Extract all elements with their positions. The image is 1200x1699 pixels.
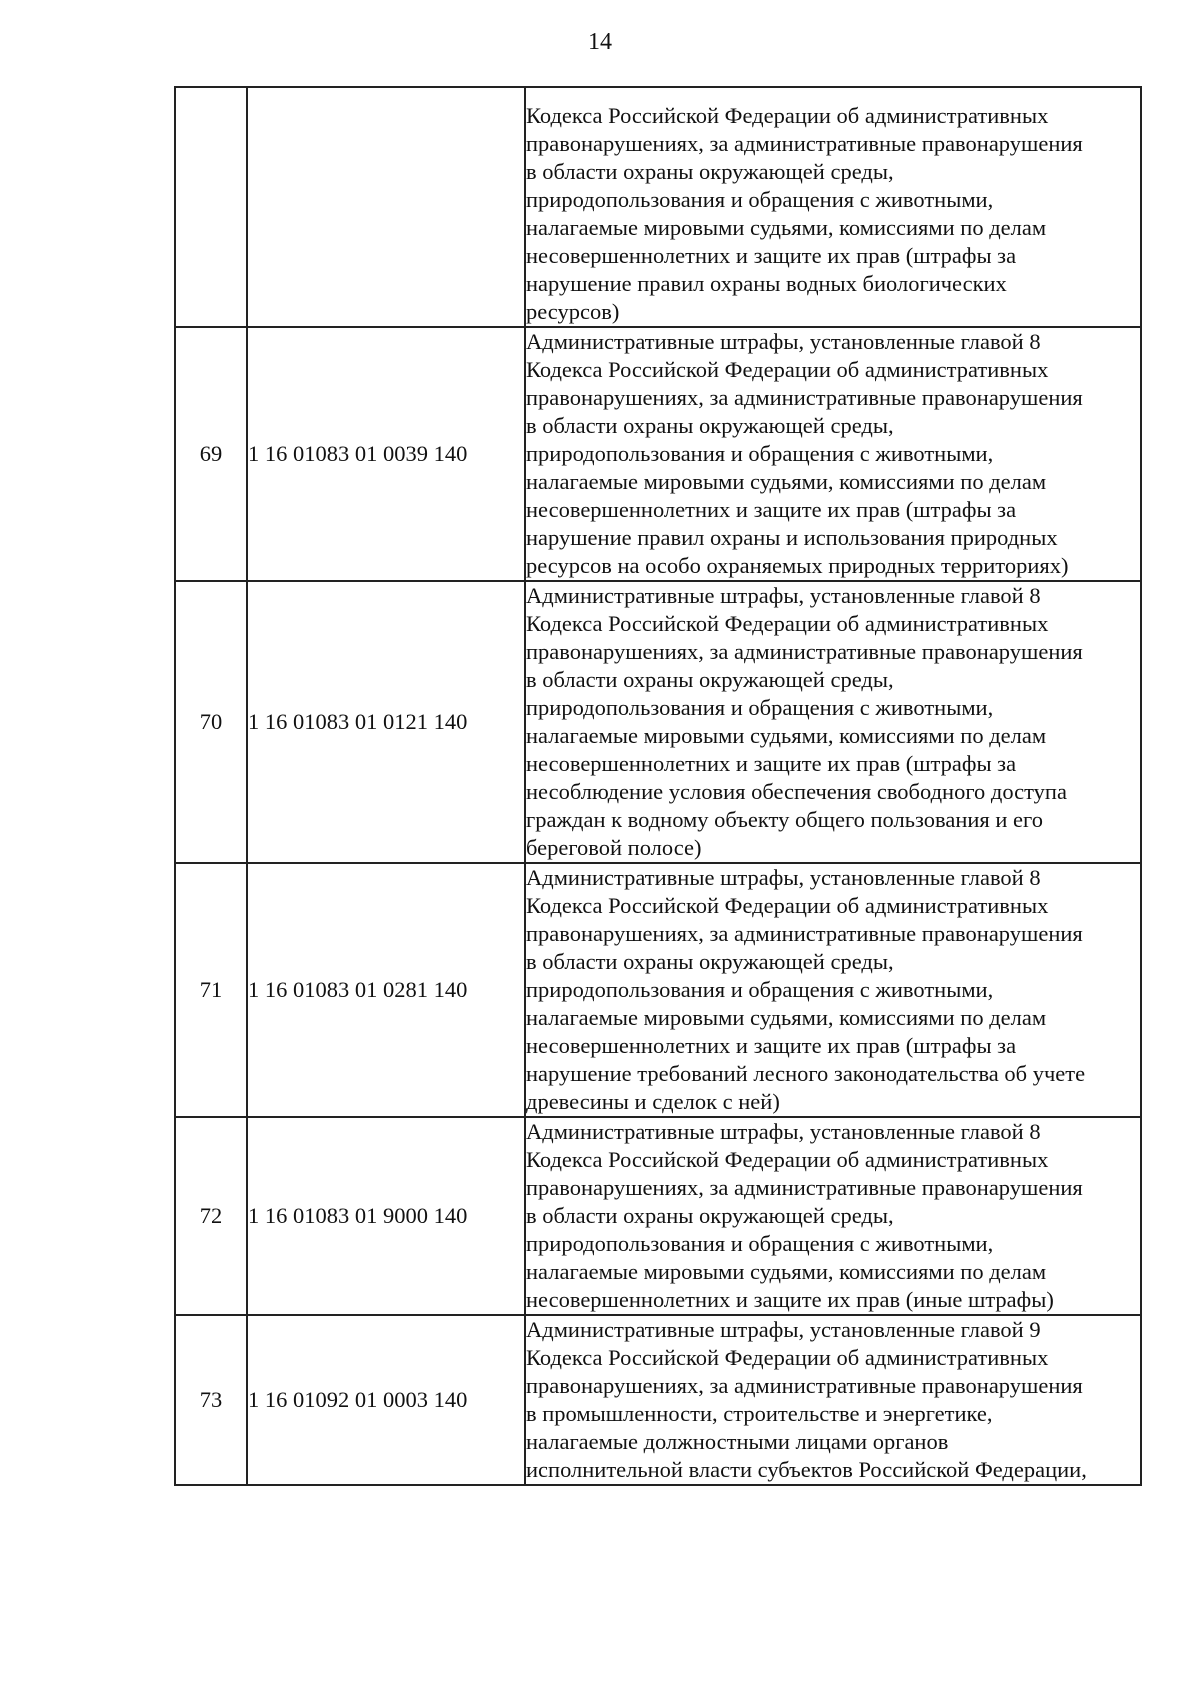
- budget-code-cell: 1 16 01083 01 0039 140: [247, 327, 525, 581]
- description-line: Административные штрафы, установленные главой 9: [526, 1317, 1041, 1342]
- budget-code-cell: 1 16 01083 01 0121 140: [247, 581, 525, 863]
- table-row: [175, 1117, 1141, 1315]
- description-line: природопользования и обращения с животными,: [526, 187, 994, 212]
- description-line: Кодекса Российской Федерации об административных: [526, 611, 1049, 636]
- row-number-cell: 72: [175, 1117, 247, 1315]
- description-line: несовершеннолетних и защите их прав (штрафы за: [526, 243, 1017, 268]
- budget-code-cell: 1 16 01083 01 9000 140: [247, 1117, 525, 1315]
- description-line: несоблюдение условия обеспечения свободного доступа: [526, 779, 1067, 804]
- table-row: [175, 863, 1141, 1117]
- description-line: в области охраны окружающей среды,: [526, 413, 894, 438]
- budget-code-cell: [247, 87, 525, 327]
- description-line: природопользования и обращения с животными,: [526, 1231, 994, 1256]
- description-cell: [525, 87, 1141, 327]
- description-line: в промышленности, строительстве и энергетике,: [526, 1401, 993, 1426]
- row-number-cell: [175, 87, 247, 327]
- description-line: нарушение требований лесного законодательства об учете: [526, 1061, 1086, 1086]
- description-line: ресурсов на особо охраняемых природных территориях): [526, 553, 1069, 578]
- description-line: Кодекса Российской Федерации об административных: [526, 893, 1049, 918]
- description-line: Административные штрафы, установленные главой 8: [526, 329, 1041, 354]
- table-body: [175, 87, 1141, 1485]
- description-cell: [525, 327, 1141, 581]
- table-row: [175, 327, 1141, 581]
- description-cell: [525, 1117, 1141, 1315]
- row-number-cell: 73: [175, 1315, 247, 1485]
- description-cell: [525, 1315, 1141, 1485]
- budget-codes-table: [174, 86, 1142, 1486]
- row-number-cell: 69: [175, 327, 247, 581]
- description-line: природопользования и обращения с животными,: [526, 977, 994, 1002]
- description-line: налагаемые должностными лицами органов: [526, 1429, 949, 1454]
- description-line: несовершеннолетних и защите их прав (штрафы за: [526, 497, 1017, 522]
- description-line: правонарушениях, за административные правонарушения: [526, 639, 1083, 664]
- description-line: налагаемые мировыми судьями, комиссиями по делам: [526, 723, 1047, 748]
- description-line: граждан к водному объекту общего пользования и его: [526, 807, 1043, 832]
- description-line: правонарушениях, за административные правонарушения: [526, 131, 1083, 156]
- description-line: нарушение правил охраны и использования природных: [526, 525, 1058, 550]
- description-line: исполнительной власти субъектов Российской Федерации,: [526, 1457, 1087, 1482]
- row-number-cell: 70: [175, 581, 247, 863]
- description-cell: [525, 581, 1141, 863]
- description-line: в области охраны окружающей среды,: [526, 1203, 894, 1228]
- row-number-cell: 71: [175, 863, 247, 1117]
- description-line: в области охраны окружающей среды,: [526, 159, 894, 184]
- description-line: правонарушениях, за административные правонарушения: [526, 385, 1083, 410]
- description-line: Кодекса Российской Федерации об административных: [526, 1345, 1049, 1370]
- description-line: несовершеннолетних и защите их прав (иные штрафы): [526, 1287, 1054, 1312]
- description-line: налагаемые мировыми судьями, комиссиями по делам: [526, 215, 1047, 240]
- description-line: налагаемые мировыми судьями, комиссиями по делам: [526, 1259, 1047, 1284]
- description-line: береговой полосе): [526, 835, 702, 860]
- description-line: Кодекса Российской Федерации об административных: [526, 357, 1049, 382]
- description-line: правонарушениях, за административные правонарушения: [526, 1175, 1083, 1200]
- table-row: [175, 1315, 1141, 1485]
- description-line: налагаемые мировыми судьями, комиссиями по делам: [526, 469, 1047, 494]
- table-row-continuation: [175, 87, 1141, 327]
- description-line: Административные штрафы, установленные главой 8: [526, 1119, 1041, 1144]
- description-line: в области охраны окружающей среды,: [526, 667, 894, 692]
- page-number: 14: [588, 29, 612, 55]
- budget-code-cell: 1 16 01083 01 0281 140: [247, 863, 525, 1117]
- description-line: правонарушениях, за административные правонарушения: [526, 921, 1083, 946]
- description-line: Административные штрафы, установленные главой 8: [526, 583, 1041, 608]
- table-row: [175, 581, 1141, 863]
- description-line: ресурсов): [526, 299, 620, 324]
- description-cell: [525, 863, 1141, 1117]
- description-line: налагаемые мировыми судьями, комиссиями по делам: [526, 1005, 1047, 1030]
- description-line: Административные штрафы, установленные главой 8: [526, 865, 1041, 890]
- description-line: несовершеннолетних и защите их прав (штрафы за: [526, 751, 1017, 776]
- budget-code-cell: 1 16 01092 01 0003 140: [247, 1315, 525, 1485]
- description-line: природопользования и обращения с животными,: [526, 695, 994, 720]
- description-line: правонарушениях, за административные правонарушения: [526, 1373, 1083, 1398]
- description-line: несовершеннолетних и защите их прав (штрафы за: [526, 1033, 1017, 1058]
- description-line: природопользования и обращения с животными,: [526, 441, 994, 466]
- description-line: Кодекса Российской Федерации об административных: [526, 1147, 1049, 1172]
- description-line: в области охраны окружающей среды,: [526, 949, 894, 974]
- description-line: нарушение правил охраны водных биологических: [526, 271, 1007, 296]
- description-line: Кодекса Российской Федерации об административных: [526, 103, 1049, 128]
- description-line: древесины и сделок с ней): [526, 1089, 780, 1114]
